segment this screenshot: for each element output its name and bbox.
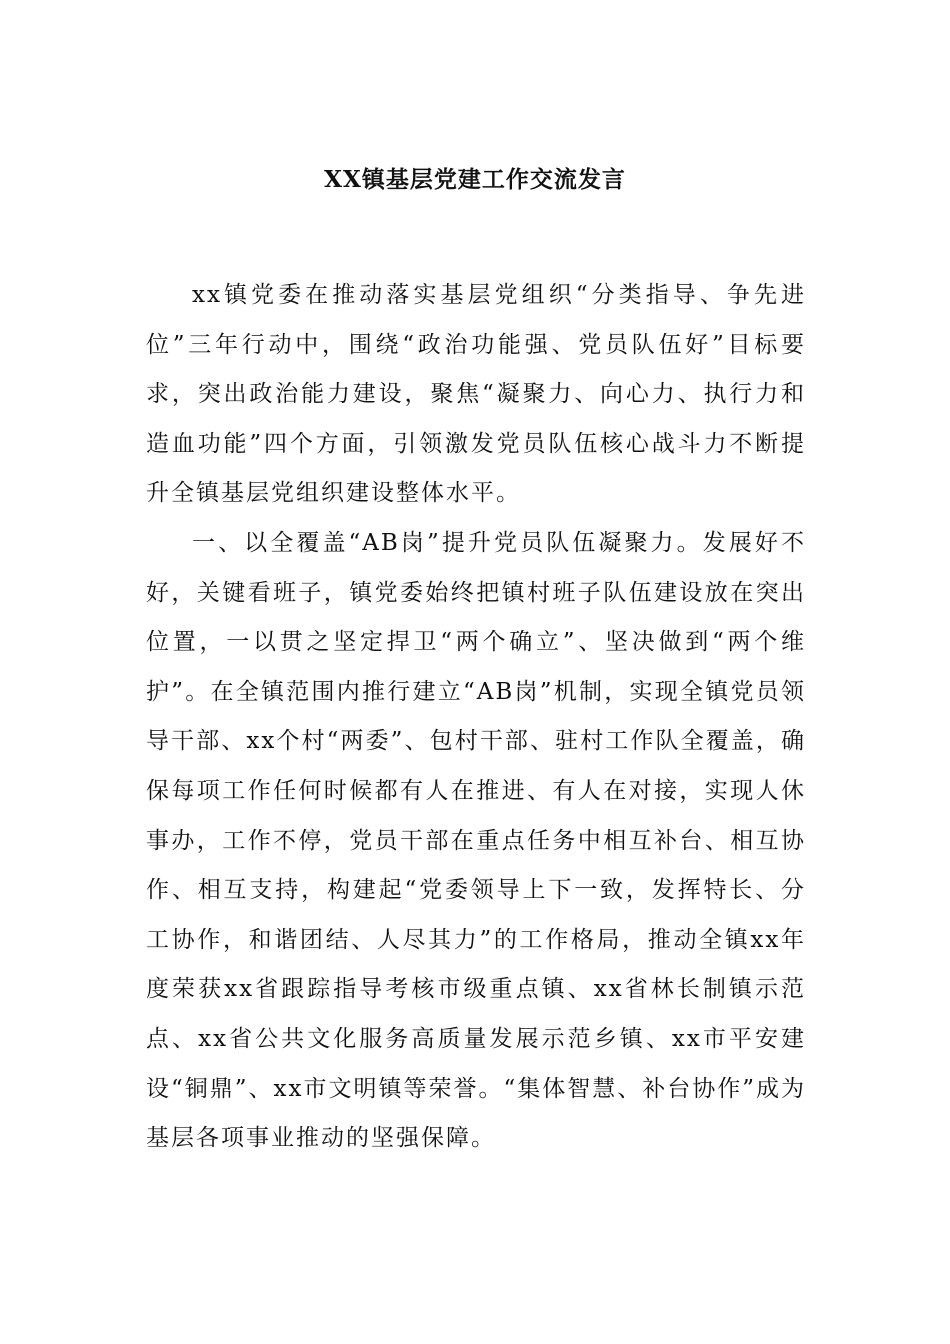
intro-paragraph: xx镇党委在推动落实基层党组织“分类指导、争先进位”三年行动中，围绕“政治功能强、党员队伍好”目标要求，突出政治能力建设，聚焦“凝聚力、向心力、执行力和造血功能”四个方面，引领激发党员队伍核心战斗力不断提升全镇基层党组织建设整体水平。 — [146, 282, 806, 507]
document-title: XX镇基层党建工作交流发言 — [324, 166, 626, 193]
document-body — [146, 271, 806, 1164]
section-one-paragraph: 一、以全覆盖“AB岗”提升党员队伍凝聚力。发展好不好，关键看班子，镇党委始终把镇村班子队伍建设放在突出位置，一以贯之坚定捍卫“两个确立”、坚决做到“两个维护”。在全镇范围内推行建立“AB岗”机制，实现全镇党员领导干部、xx个村“两委”、包村干部、驻村工作队全覆盖，确保每项工作任何时候都有人在推进、有人在对接，实现人休事办，工作不停，党员干部在重点任务中相互补台、相互协作、相互支持，构建起“党委领导上下一致，发挥特长、分工协作，和谐团结、人尽其力”的工作格局，推动全镇xx年度荣获xx省跟踪指导考核市级重点镇、xx省林长制镇示范点、xx省公共文化服务高质量发展示范乡镇、xx市平安建设“铜鼎”、xx市文明镇等荣誉。“集体智慧、补台协作”成为基层各项事业推动的坚强保障。 — [146, 529, 806, 1152]
